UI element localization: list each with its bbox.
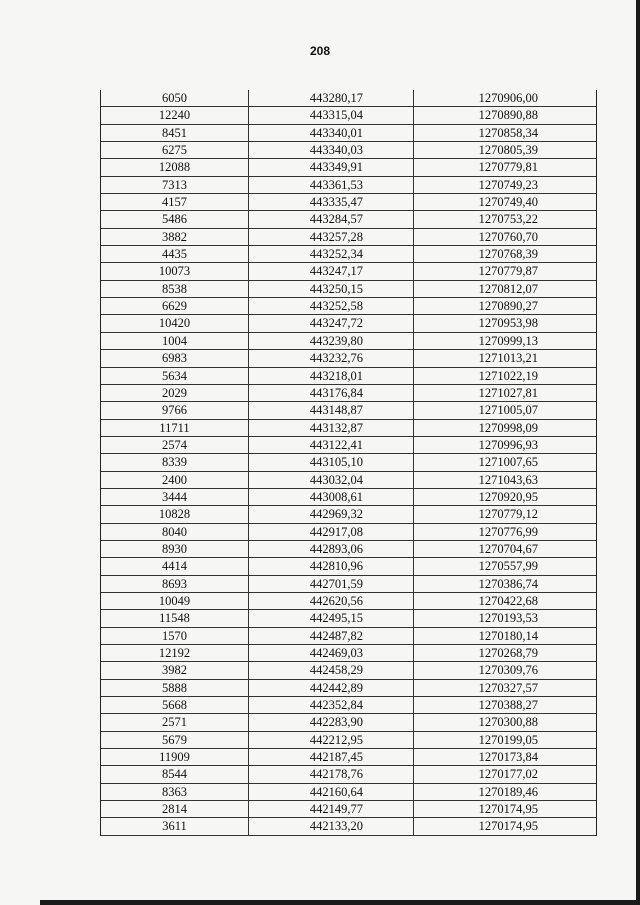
table-row xyxy=(101,229,596,246)
table-row xyxy=(101,402,596,419)
table-row xyxy=(101,593,596,610)
y-coordinate-cell: 1270309,76 xyxy=(478,663,538,678)
x-coordinate-cell: 442893,06 xyxy=(249,541,414,557)
x-coordinate-cell: 443008,61 xyxy=(249,489,414,505)
y-coordinate-cell: 1270386,74 xyxy=(478,576,538,591)
y-coordinate-cell: 1270768,39 xyxy=(478,247,538,262)
y-coordinate-cell: 1270805,39 xyxy=(478,143,538,158)
x-coordinate-cell: 442212,95 xyxy=(249,732,414,748)
table-row xyxy=(101,368,596,385)
x-coordinate-cell: 442149,77 xyxy=(249,801,414,817)
point-number-cell: 6983 xyxy=(101,350,249,366)
point-number-cell: 2574 xyxy=(101,437,249,453)
x-coordinate-cell: 442178,76 xyxy=(249,766,414,782)
table-row xyxy=(101,333,596,350)
y-coordinate-cell: 1271013,21 xyxy=(478,351,538,366)
table-row xyxy=(101,420,596,437)
point-number-cell: 3444 xyxy=(101,489,249,505)
table-row xyxy=(101,246,596,263)
x-coordinate-cell: 442487,82 xyxy=(249,628,414,644)
x-coordinate-cell: 443340,03 xyxy=(249,142,414,158)
x-coordinate-cell: 443250,15 xyxy=(249,281,414,297)
table-row xyxy=(101,177,596,194)
point-number-cell: 12088 xyxy=(101,159,249,175)
table-row xyxy=(101,107,596,124)
point-number-cell: 2814 xyxy=(101,801,249,817)
point-number-cell: 5486 xyxy=(101,211,249,227)
y-coordinate-cell: 1270779,81 xyxy=(478,160,538,175)
x-coordinate-cell: 442969,32 xyxy=(249,506,414,522)
table-row xyxy=(101,662,596,679)
x-coordinate-cell: 443340,01 xyxy=(249,125,414,141)
x-coordinate-cell: 442495,15 xyxy=(249,610,414,626)
x-coordinate-cell: 443361,53 xyxy=(249,177,414,193)
point-number-cell: 8930 xyxy=(101,541,249,557)
y-coordinate-cell: 1271007,65 xyxy=(478,455,538,470)
x-coordinate-cell: 442352,84 xyxy=(249,697,414,713)
point-number-cell: 2400 xyxy=(101,472,249,488)
x-coordinate-cell: 443105,10 xyxy=(249,454,414,470)
point-number-cell: 11909 xyxy=(101,749,249,765)
x-coordinate-cell: 442442,89 xyxy=(249,680,414,696)
x-coordinate-cell: 442810,96 xyxy=(249,558,414,574)
x-coordinate-cell: 443247,17 xyxy=(249,263,414,279)
y-coordinate-cell: 1270890,27 xyxy=(478,299,538,314)
point-number-cell: 3611 xyxy=(101,818,249,834)
table-row xyxy=(101,298,596,315)
x-coordinate-cell: 443349,91 xyxy=(249,159,414,175)
table-row xyxy=(101,732,596,749)
point-number-cell: 2571 xyxy=(101,714,249,730)
y-coordinate-cell: 1271027,81 xyxy=(478,385,538,400)
x-coordinate-cell: 443284,57 xyxy=(249,211,414,227)
x-coordinate-cell: 443257,28 xyxy=(249,229,414,245)
y-coordinate-cell: 1270906,00 xyxy=(478,91,538,105)
point-number-cell: 8339 xyxy=(101,454,249,470)
point-number-cell: 5668 xyxy=(101,697,249,713)
table-row xyxy=(101,350,596,367)
x-coordinate-cell: 443032,04 xyxy=(249,472,414,488)
table-row xyxy=(101,628,596,645)
point-number-cell: 4157 xyxy=(101,194,249,210)
point-number-cell: 10073 xyxy=(101,263,249,279)
table-row xyxy=(101,541,596,558)
y-coordinate-cell: 1270268,79 xyxy=(478,646,538,660)
x-coordinate-cell: 443232,76 xyxy=(249,350,414,366)
table-row xyxy=(101,610,596,627)
point-number-cell: 1004 xyxy=(101,333,249,349)
point-number-cell: 7313 xyxy=(101,177,249,193)
table-row xyxy=(101,142,596,159)
x-coordinate-cell: 443218,01 xyxy=(249,368,414,384)
y-coordinate-cell: 1270174,95 xyxy=(478,802,538,817)
y-coordinate-cell: 1270704,67 xyxy=(478,541,538,556)
y-coordinate-cell: 1271043,63 xyxy=(478,472,538,487)
y-coordinate-cell: 1270920,95 xyxy=(478,489,538,504)
table-row xyxy=(101,194,596,211)
x-coordinate-cell: 443315,04 xyxy=(249,107,414,123)
table-row xyxy=(101,714,596,731)
table-row xyxy=(101,749,596,766)
y-coordinate-cell: 1270998,09 xyxy=(478,420,538,435)
y-coordinate-cell: 1270749,40 xyxy=(478,195,538,210)
point-number-cell: 2029 xyxy=(101,385,249,401)
table-row xyxy=(101,125,596,142)
point-number-cell: 8538 xyxy=(101,281,249,297)
table-row xyxy=(101,472,596,489)
point-number-cell: 10420 xyxy=(101,315,249,331)
y-coordinate-cell: 1270300,88 xyxy=(478,715,538,730)
table-row xyxy=(101,211,596,228)
point-number-cell: 4435 xyxy=(101,246,249,262)
y-coordinate-cell: 1270776,99 xyxy=(478,524,538,539)
y-coordinate-cell: 1270749,23 xyxy=(478,177,538,192)
x-coordinate-cell: 443132,87 xyxy=(249,420,414,436)
point-number-cell: 3982 xyxy=(101,662,249,678)
x-coordinate-cell: 442458,29 xyxy=(249,662,414,678)
x-coordinate-cell: 443280,17 xyxy=(249,90,414,106)
point-number-cell: 6629 xyxy=(101,298,249,314)
table-row xyxy=(101,281,596,298)
table-row xyxy=(101,818,596,835)
point-number-cell: 10828 xyxy=(101,506,249,522)
x-coordinate-cell: 443335,47 xyxy=(249,194,414,210)
table-row xyxy=(101,90,596,107)
x-coordinate-cell: 442701,59 xyxy=(249,576,414,592)
table-row xyxy=(101,263,596,280)
table-row xyxy=(101,697,596,714)
y-coordinate-cell: 1270173,84 xyxy=(478,750,538,765)
point-number-cell: 3882 xyxy=(101,229,249,245)
point-number-cell: 1570 xyxy=(101,628,249,644)
table-row xyxy=(101,506,596,523)
y-coordinate-cell: 1270760,70 xyxy=(478,229,538,244)
point-number-cell: 8040 xyxy=(101,524,249,540)
y-coordinate-cell: 1270996,93 xyxy=(478,437,538,452)
y-coordinate-cell: 1270193,53 xyxy=(478,611,538,626)
scan-edge-bottom xyxy=(40,900,640,905)
x-coordinate-cell: 443239,80 xyxy=(249,333,414,349)
x-coordinate-cell: 443247,72 xyxy=(249,315,414,331)
table-row xyxy=(101,645,596,662)
table-row xyxy=(101,315,596,332)
y-coordinate-cell: 1270199,05 xyxy=(478,732,538,747)
point-number-cell: 8363 xyxy=(101,784,249,800)
y-coordinate-cell: 1270177,02 xyxy=(478,767,538,782)
page-number: 208 xyxy=(309,44,331,58)
table-row xyxy=(101,558,596,575)
point-number-cell: 12240 xyxy=(101,107,249,123)
y-coordinate-cell: 1270174,95 xyxy=(478,819,538,834)
point-number-cell: 6050 xyxy=(101,90,249,106)
table-row xyxy=(101,680,596,697)
y-coordinate-cell: 1270388,27 xyxy=(478,698,538,713)
y-coordinate-cell: 1270858,34 xyxy=(478,125,538,140)
y-coordinate-cell: 1271005,07 xyxy=(478,403,538,418)
point-number-cell: 12192 xyxy=(101,645,249,661)
point-number-cell: 11711 xyxy=(101,420,249,436)
y-coordinate-cell: 1270999,13 xyxy=(478,333,538,348)
x-coordinate-cell: 442187,45 xyxy=(249,749,414,765)
point-number-cell: 8451 xyxy=(101,125,249,141)
point-number-cell: 10049 xyxy=(101,593,249,609)
table-row xyxy=(101,524,596,541)
y-coordinate-cell: 1270779,12 xyxy=(478,507,538,522)
table-row xyxy=(101,801,596,818)
y-coordinate-cell: 1270557,99 xyxy=(478,559,538,574)
x-coordinate-cell: 442620,56 xyxy=(249,593,414,609)
table-row xyxy=(101,385,596,402)
x-coordinate-cell: 443122,41 xyxy=(249,437,414,453)
point-number-cell: 6275 xyxy=(101,142,249,158)
x-coordinate-cell: 443252,58 xyxy=(249,298,414,314)
x-coordinate-cell: 442469,03 xyxy=(249,645,414,661)
point-number-cell: 5634 xyxy=(101,368,249,384)
y-coordinate-cell: 1270779,87 xyxy=(478,264,538,279)
coordinates-table xyxy=(100,90,597,836)
point-number-cell: 5679 xyxy=(101,732,249,748)
y-coordinate-cell: 1270189,46 xyxy=(478,784,538,799)
point-number-cell: 4414 xyxy=(101,558,249,574)
y-coordinate-cell: 1270890,88 xyxy=(478,108,538,123)
x-coordinate-cell: 443176,84 xyxy=(249,385,414,401)
y-coordinate-cell: 1270180,14 xyxy=(478,628,538,643)
point-number-cell: 11548 xyxy=(101,610,249,626)
y-coordinate-cell: 1270422,68 xyxy=(478,593,538,608)
x-coordinate-cell: 443252,34 xyxy=(249,246,414,262)
point-number-cell: 8544 xyxy=(101,766,249,782)
x-coordinate-cell: 442917,08 xyxy=(249,524,414,540)
table-row xyxy=(101,159,596,176)
table-row xyxy=(101,766,596,783)
y-coordinate-cell: 1270753,22 xyxy=(478,212,538,227)
x-coordinate-cell: 442160,64 xyxy=(249,784,414,800)
scan-edge-right xyxy=(636,0,640,905)
table-row xyxy=(101,784,596,801)
y-coordinate-cell: 1270812,07 xyxy=(478,281,538,296)
x-coordinate-cell: 443148,87 xyxy=(249,402,414,418)
point-number-cell: 9766 xyxy=(101,402,249,418)
table-row xyxy=(101,454,596,471)
y-coordinate-cell: 1270953,98 xyxy=(478,316,538,331)
x-coordinate-cell: 442133,20 xyxy=(249,818,414,834)
x-coordinate-cell: 442283,90 xyxy=(249,714,414,730)
table-row xyxy=(101,489,596,506)
point-number-cell: 5888 xyxy=(101,680,249,696)
table-row xyxy=(101,576,596,593)
y-coordinate-cell: 1271022,19 xyxy=(478,368,538,383)
y-coordinate-cell: 1270327,57 xyxy=(478,680,538,695)
table-row xyxy=(101,437,596,454)
point-number-cell: 8693 xyxy=(101,576,249,592)
